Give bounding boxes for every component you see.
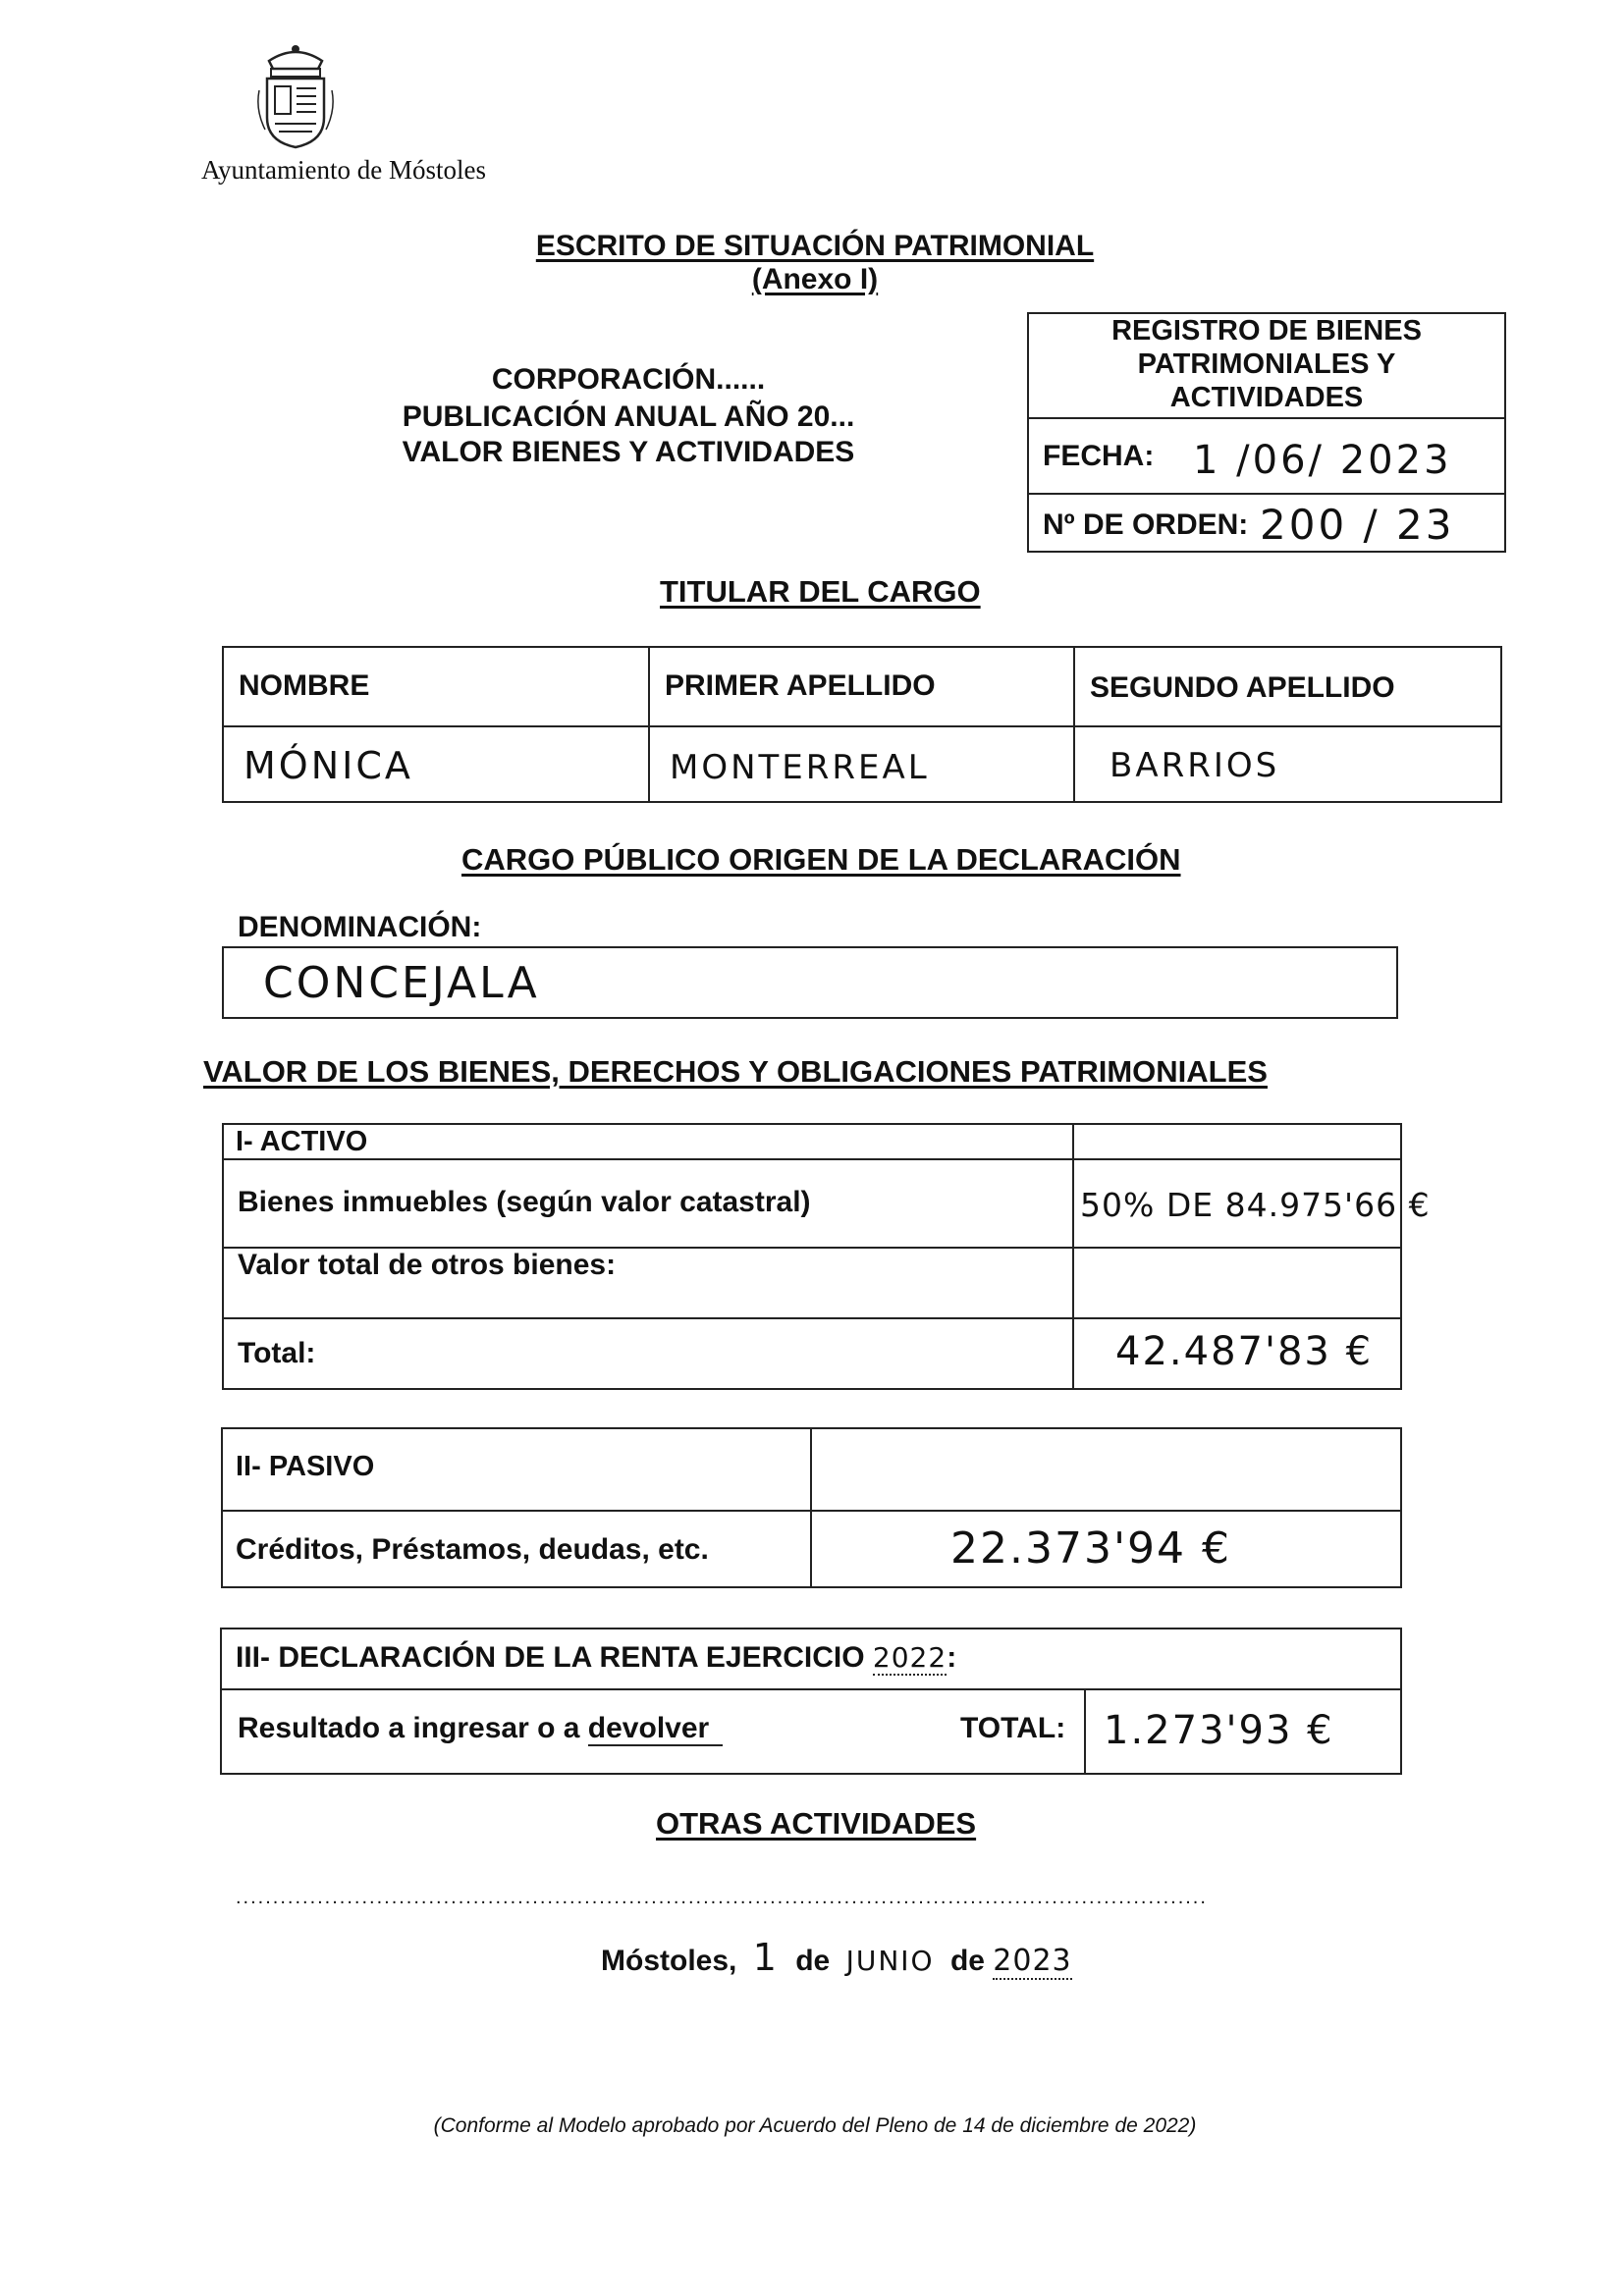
other-activities-title: OTRAS ACTIVIDADES	[656, 1806, 977, 1841]
footer-note: (Conforme al Modelo aprobado por Acuerdo del Pleno de 14 de diciembre de 2022)	[433, 2114, 1197, 2137]
municipality-name: Ayuntamiento de Móstoles	[201, 155, 486, 185]
denomination-value: CONCEJALA	[263, 958, 540, 1008]
income-year-value: 2022	[872, 1641, 947, 1674]
assets-section-title: VALOR DE LOS BIENES, DERECHOS Y OBLIGACIONES PATRIMONIALES	[203, 1054, 1268, 1089]
holder-second-surname-value: BARRIOS	[1110, 746, 1280, 785]
registry-order-value: 200 / 23	[1260, 501, 1455, 549]
denomination-label: DENOMINACIÓN:	[238, 911, 482, 943]
position-section-title: CARGO PÚBLICO ORIGEN DE LA DECLARACIÓN	[461, 842, 1181, 877]
registry-order-label: Nº DE ORDEN:	[1043, 508, 1249, 541]
holder-table-row-divider	[222, 725, 1502, 727]
active-row-divider-1	[222, 1158, 1402, 1160]
passive-col-divider	[810, 1427, 812, 1588]
income-result-label	[238, 1712, 723, 1745]
assets-activities-line: VALOR BIENES Y ACTIVIDADES	[402, 436, 855, 468]
registry-title: REGISTRO DE BIENES PATRIMONIALES Y ACTIVIDADES	[1111, 315, 1422, 413]
real-estate-value: 50% DE 84.975'66 €	[1080, 1186, 1431, 1224]
active-total-label: Total:	[238, 1337, 316, 1369]
debts-value: 22.373'94 €	[950, 1523, 1232, 1574]
document-title: ESCRITO DE SITUACIÓN PATRIMONIAL	[535, 230, 1095, 262]
income-total-value: 1.273'93 €	[1104, 1708, 1334, 1753]
income-title-suffix: :	[947, 1641, 957, 1674]
income-title-prefix: III- DECLARACIÓN DE LA RENTA EJERCICIO	[236, 1641, 865, 1674]
passive-row-divider	[221, 1510, 1402, 1512]
active-title: I- ACTIVO	[236, 1126, 368, 1157]
income-row-divider	[220, 1688, 1402, 1690]
income-result-choice: devolver	[588, 1712, 723, 1746]
registry-date-value: 1 /06/ 2023	[1193, 438, 1452, 483]
signature-line	[601, 1936, 1072, 1979]
income-title	[236, 1641, 956, 1675]
signature-de-2: de	[949, 1945, 985, 1977]
other-assets-label: Valor total de otros bienes:	[238, 1249, 617, 1281]
active-col-divider	[1072, 1123, 1074, 1390]
coat-of-arms-logo	[251, 41, 340, 151]
holder-table-col-divider-2	[1073, 646, 1075, 803]
signature-year: 2023	[993, 1944, 1072, 1978]
active-row-divider-3	[222, 1317, 1402, 1319]
publication-year-line: PUBLICACIÓN ANUAL AÑO 20...	[402, 400, 855, 433]
real-estate-label: Bienes inmuebles (según valor catastral)	[238, 1186, 811, 1218]
header-first-surname: PRIMER APELLIDO	[665, 669, 936, 702]
signature-day: 1	[752, 1936, 780, 1979]
document-annex: (Anexo I)	[751, 263, 879, 295]
corporation-line: CORPORACIÓN......	[491, 363, 766, 396]
header-second-surname: SEGUNDO APELLIDO	[1090, 671, 1395, 704]
registry-divider-1	[1027, 417, 1506, 419]
debts-label: Créditos, Préstamos, deudas, etc.	[236, 1533, 709, 1566]
holder-first-name-value: MÓNICA	[244, 744, 413, 787]
active-total-value: 42.487'83 €	[1115, 1329, 1374, 1374]
passive-title: II- PASIVO	[236, 1451, 375, 1482]
income-result-prefix: Resultado a ingresar o a	[238, 1712, 580, 1744]
income-total-label: TOTAL:	[960, 1712, 1066, 1744]
holder-table-col-divider-1	[648, 646, 650, 803]
registry-date-label: FECHA:	[1043, 440, 1155, 472]
header-first-name: NOMBRE	[239, 669, 370, 702]
signature-month: JUNIO	[845, 1945, 935, 1977]
other-activities-dots: ...................................................................................................................................	[236, 1887, 1208, 1908]
signature-place: Móstoles,	[601, 1945, 737, 1977]
income-col-divider	[1084, 1688, 1086, 1775]
signature-de-1: de	[795, 1945, 831, 1977]
registry-divider-2	[1027, 493, 1506, 495]
holder-first-surname-value: MONTERREAL	[670, 748, 930, 787]
holder-section-title: TITULAR DEL CARGO	[660, 574, 981, 609]
